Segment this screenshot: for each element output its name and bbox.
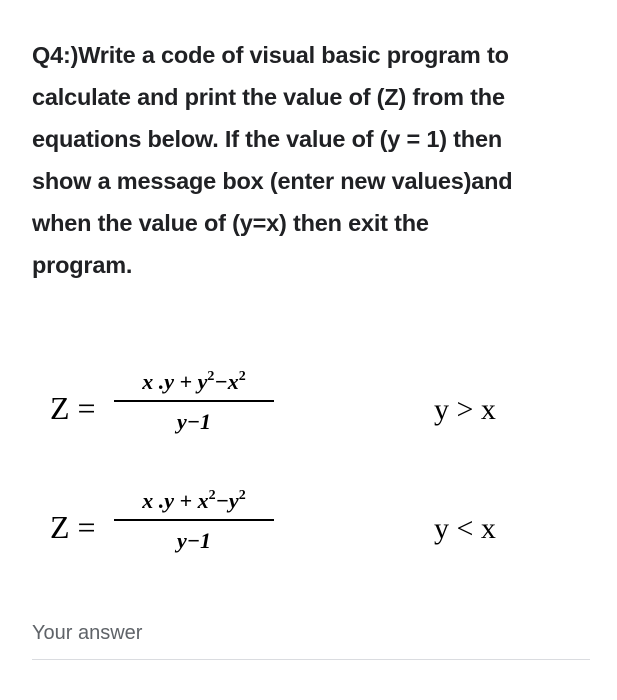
question-line: equations below. If the value of (y = 1) then: [32, 126, 502, 152]
numerator-lead: x .y + y: [142, 369, 208, 394]
numerator-middle: −x: [214, 369, 239, 394]
question-line: show a message box (enter new values)and: [32, 168, 513, 194]
answer-underline: [32, 659, 590, 660]
equation-denominator: y−1: [176, 408, 212, 434]
fraction-bar: [114, 400, 274, 402]
numerator-middle: −y: [215, 488, 239, 513]
numerator-lead: x .y + x: [142, 488, 209, 513]
question-line: program.: [32, 252, 133, 278]
numerator-exponent: 2: [207, 369, 215, 384]
equation-lhs: Z =: [50, 390, 96, 426]
question-line: Q4:)Write a code of visual basic program to: [32, 42, 509, 68]
answer-input[interactable]: Your answer: [32, 622, 143, 644]
equation-lhs: Z =: [50, 509, 96, 545]
numerator-exponent: 2: [208, 488, 216, 503]
numerator-exponent: 2: [238, 369, 246, 384]
question-line: calculate and print the value of (Z) from the: [32, 84, 505, 110]
question-line: when the value of (y=x) then exit the: [32, 210, 429, 236]
equation-denominator: y−1: [176, 527, 212, 553]
equation-fraction: [114, 487, 274, 555]
fraction-bar: [114, 519, 274, 521]
equation-numerator: [114, 487, 274, 515]
equation-condition: y > x: [434, 393, 496, 426]
equation-condition: y < x: [434, 512, 496, 545]
numerator-exponent: 2: [238, 488, 246, 503]
equation-fraction: [114, 368, 274, 436]
question-text: [32, 34, 592, 286]
equation-numerator: [114, 368, 274, 396]
